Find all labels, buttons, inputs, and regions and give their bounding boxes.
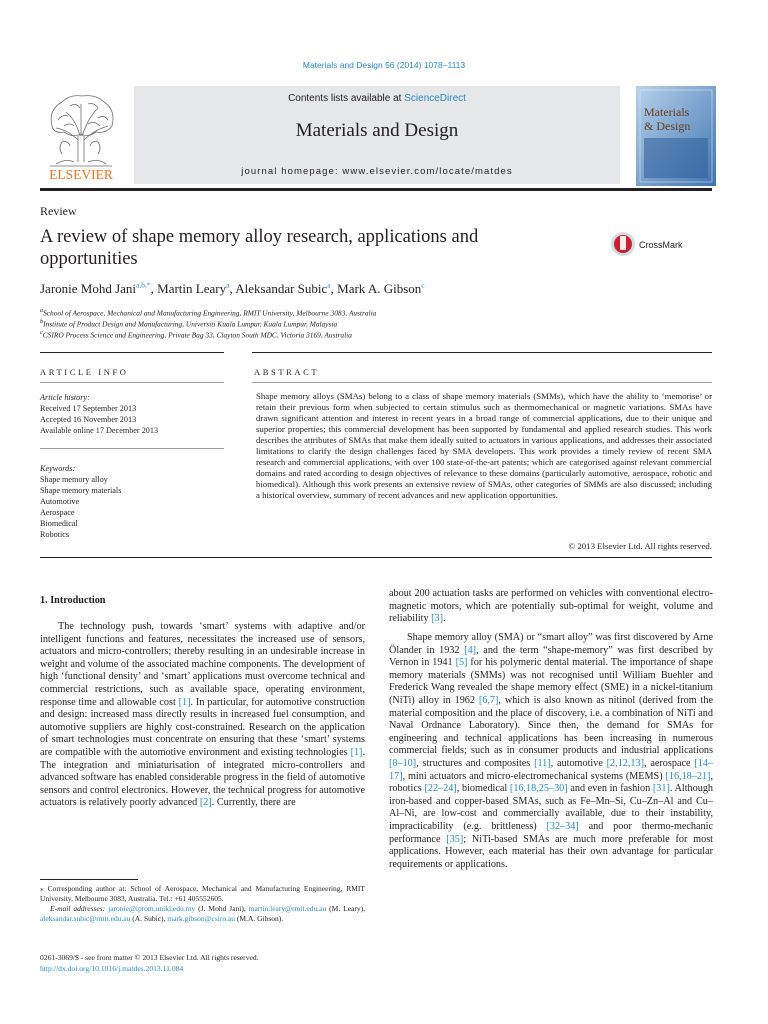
author-affiliation-mark[interactable]: a,b,* [136,281,151,290]
received-date: Received 17 September 2013 [40,404,137,413]
citation-link[interactable]: [32–34] [546,820,579,832]
issn-copyright: 0261-3069/$ - see front matter © 2013 Elsevier Ltd. All rights reserved. [40,953,259,962]
text-run: , aerospace [644,757,695,769]
online-date: Available online 17 December 2013 [40,426,159,435]
citation-link[interactable]: [3] [431,613,444,625]
text-run: . In particular, for automotive construction and design: increased mass directly results in increased fuel consumption, and automotive suppliers are highly cost-constrained. Research on the application of smart technologies must concentrate on ensuring that these ‘smart’ systems are compatible with the automotive environment and existing technologies [40,696,365,758]
article-info-top-rule [40,352,224,353]
email-link[interactable]: martin.leary@rmit.edu.au [248,904,327,913]
journal-reference[interactable]: Materials and Design 56 (2014) 1078–1113 [302,60,466,70]
footnote-rule [40,879,138,880]
corresponding-author-text: ⁎ Corresponding author at: School of Aerospace, Mechanical and Manufacturing Engineering, RMIT University, Melbourne 3083, Australia. Tel.: +61 405552605. [40,884,365,903]
keyword: Shape memory materials [40,486,122,495]
citation-link[interactable]: [11] [534,757,551,769]
journal-homepage [134,166,620,177]
article-title: A review of shape memory alloy research, applications and opportunities [40,227,479,269]
email-label: E-mail addresses: [50,904,106,913]
journal-cover-thumbnail[interactable] [636,86,716,186]
contents-line [134,93,620,104]
text-run: , biomedical [456,783,510,795]
text-run: The technology push, towards ‘smart’ systems with adaptive and/or intelligent functions and features, necessitates the increased use of sensors, actuators and micro-controllers; thereby resulting in an undesirable increase in weight and volume of the associated machine components. The development of high ‘functional density’ and ‘smart’ applications must overcome technical and commercial restrictions, such as available space, operating environment, response time and allowable cost [40,621,365,708]
abstract-rule [252,382,712,383]
author-separator: , [150,281,158,297]
cover-title-line2: & Design [644,119,691,133]
sciencedirect-link[interactable]: ScienceDirect [404,93,466,104]
text-run: , and the term “shape-memory” was first described by Vernon in 1941 [389,644,713,669]
citation-link[interactable]: [2] [199,797,212,809]
affiliation-text: CSIRO Process Science and Engineering, Private Bag 33, Clayton South MDC, Victoria 3169, Australia [42,330,352,340]
affiliation-text: School of Aerospace, Mechanical and Manufacturing Engineering, RMIT University, Melbourne 3083, Australia [43,308,377,318]
email-owner: (M. Leary), [326,904,365,913]
corresponding-author-footnote [40,884,365,924]
abstract-bottom-rule [40,557,712,558]
keywords-rule [40,448,224,449]
email-owner: (M.A. Gibson). [235,914,284,923]
affiliation [40,308,376,317]
author-list [40,281,425,297]
citation-link[interactable]: [22–24] [424,783,457,795]
article-info-panel [40,382,224,540]
author-separator: , [229,281,236,297]
elsevier-tree-icon [40,90,122,182]
affiliation-mark: c [40,330,43,336]
abstract-top-rule [252,352,712,353]
text-run: for his polymeric dental material. The importance of shape memory materials (SMMs) was not recognised until William Buehler and Frederick Wang revealed the shape memory effect (SME) in a nickel-titanium (NiTi) alloy in 1962 [389,657,713,706]
elsevier-wordmark: ELSEVIER [49,167,113,182]
citation-link[interactable]: [6,7] [478,694,499,706]
author-affiliation-mark[interactable]: c [421,281,425,290]
citation-link[interactable]: [16,18–21] [665,770,711,782]
abstract-copyright: © 2013 Elsevier Ltd. All rights reserved. [568,541,712,551]
citation-link[interactable]: [1] [178,696,191,708]
cover-image [636,86,716,186]
text-run: , which is also known as nitinol (derived from the material composition and the place of discovery, i.e. a combination of NiTi and Naval Ordnance Laboratory). Since then, the demand for SMAs for engineering and technical applications has been increasing in numerous commercial fields; such as in consumer products and industrial applications [389,694,713,757]
affiliation [40,319,337,328]
author-name: Aleksandar Subic [235,281,328,297]
affiliation-text: Institute of Product Design and Manufacturing, Universiti Kuala Lumpur, Kuala Lumpur, Malaysia [43,319,338,329]
author-affiliation-mark[interactable]: a [226,281,230,290]
abstract-heading: ABSTRACT [254,367,320,377]
accepted-date: Accepted 16 November 2013 [40,415,137,424]
text-run: Shape memory alloy (SMA) or “smart alloy” was first discovered by Arne Ölander in 1932 [389,632,713,656]
author-name: Mark A. Gibson [337,281,422,297]
text-run: . Although iron-based and copper-based SMAs, such as Fe–Mn–Si, Cu–Zn–Al and Cu–Al–Ni, are low-cost and commercially available, due to their instability, impracticability (e.g. brittleness) [389,783,714,832]
email-link[interactable]: mark.gibson@csiro.au [167,914,236,923]
author-name: Jaronie Mohd Jani [40,281,137,297]
history-label: Article history: [40,393,90,402]
spacer [40,436,224,463]
text-run: , mini actuators and micro-electromechanical systems (MEMS) [402,770,666,782]
spacer [40,382,224,392]
section-heading-introduction: 1. Introduction [40,595,106,606]
affiliation-mark: a [40,308,44,314]
author[interactable] [337,281,424,296]
email-link[interactable]: jaronie@iprom.unikl.edu.my [108,904,196,913]
text-run: , structures and composites [416,757,535,769]
text-run: ; NiTi-based SMAs are much more preferable for most applications. However, each material has their own advantage for particular requirements or applications. [389,833,713,870]
email-link[interactable]: aleksandar.subic@rmit.edu.au [40,914,131,923]
intro-paragraph-1 [40,621,365,810]
author-separator: , [330,281,338,297]
keywords-label: Keywords: [40,464,76,473]
citation-link[interactable]: [14–17] [389,757,713,782]
citation-link[interactable]: [31] [652,783,670,795]
citation-link[interactable]: [16,18,25–30] [509,783,568,795]
keyword: Robotics [40,530,70,539]
header-divider [40,188,712,191]
cover-title-line1: Materials [644,105,690,119]
keyword: Biomedical [40,519,78,528]
crossmark-icon [610,230,720,258]
journal-title: Materials and Design [295,120,459,141]
intro-paragraph-1-continued [389,588,713,626]
affiliation [40,330,352,339]
email-owner: (J. Mohd Jani), [195,904,249,913]
citation-link[interactable]: [8–10] [389,757,417,769]
text-run: about 200 actuation tasks are performed on vehicles with conventional electro-magnetic motors, which are potentially sub-optimal for weight, volume and reliability [389,588,713,625]
crossmark-badge[interactable] [610,230,720,263]
text-run: , automotive [550,757,607,769]
author[interactable] [235,281,337,296]
text-run: . Currently, there are [211,797,296,809]
email-owner: (A. Subic), [130,914,168,923]
author-name: Martin Leary [157,281,227,297]
citation-link[interactable]: [5] [455,657,468,669]
text-run: and even in fashion [567,783,653,795]
citation-link[interactable]: [35] [446,833,464,845]
homepage-prefix: journal homepage: [241,166,343,177]
keyword: Automotive [40,497,80,506]
text-run: . [443,613,446,625]
text-run: . The integration and miniaturisation of integrated micro-controllers and advanced software has enabled considerable progress in the field of automotive sensors and control electronics. However, the technical progress for automotive actuators is relatively poorly advanced [40,746,365,809]
contents-prefix: Contents lists available at [288,93,405,104]
affiliation-mark: b [40,319,44,325]
text-run: and poor thermo-mechanic performance [389,820,713,845]
homepage-url-link[interactable]: www.elsevier.com/locate/matdes [342,166,513,177]
doi-link[interactable]: http://dx.doi.org/10.1016/j.matdes.2013.11.084 [40,964,184,973]
crossmark-label: CrossMark [639,240,683,250]
text-run: , robotics [389,770,713,795]
intro-paragraph-2 [389,632,713,871]
author-affiliation-mark[interactable]: a [327,281,331,290]
email-addresses [40,904,365,924]
keyword: Shape memory alloy [40,475,108,484]
keyword: Aerospace [40,508,75,517]
elsevier-logo [40,90,122,182]
article-type-label: Review [40,204,77,218]
citation-link[interactable]: [4] [464,644,477,656]
citation-link[interactable]: [2,12,13] [606,757,645,769]
front-matter-notice [40,952,365,974]
abstract-text: Shape memory alloys (SMAs) belong to a class of shape memory materials (SMMs), which have the ability to ‘memorise’ or retain their previous form when subjected to certain stimulus such as thermomechanical or magnetic variations. SMAs have drawn significant attention and interest in recent years in a broad range of commercial applications, due to their unique and superior properties; this commercial development has been supported by fundamental and applied research studies. This work describes the attributes of SMAs that make them ideally suited to actuators in various applications, and addresses their associated limitations to clarify the design challenges faced by SMA developers. This work provides a timely review of recent SMA research and commercial applications, with over 100 state-of-the-art patents; which are categorised against relevant commercial domains and rated according to design objectives of relevance to these domains (particularly automotive, aerospace, robotic and biomedical). Although this work presents an extensive review of SMAs, other categories of SMMs are also discussed; including a historical overview, summary of recent advances and new application opportunities. [256,391,712,500]
citation-link[interactable]: [1] [350,746,363,758]
author[interactable] [157,281,235,296]
article-info-heading: ARTICLE INFO [40,367,129,377]
author[interactable] [40,281,157,296]
